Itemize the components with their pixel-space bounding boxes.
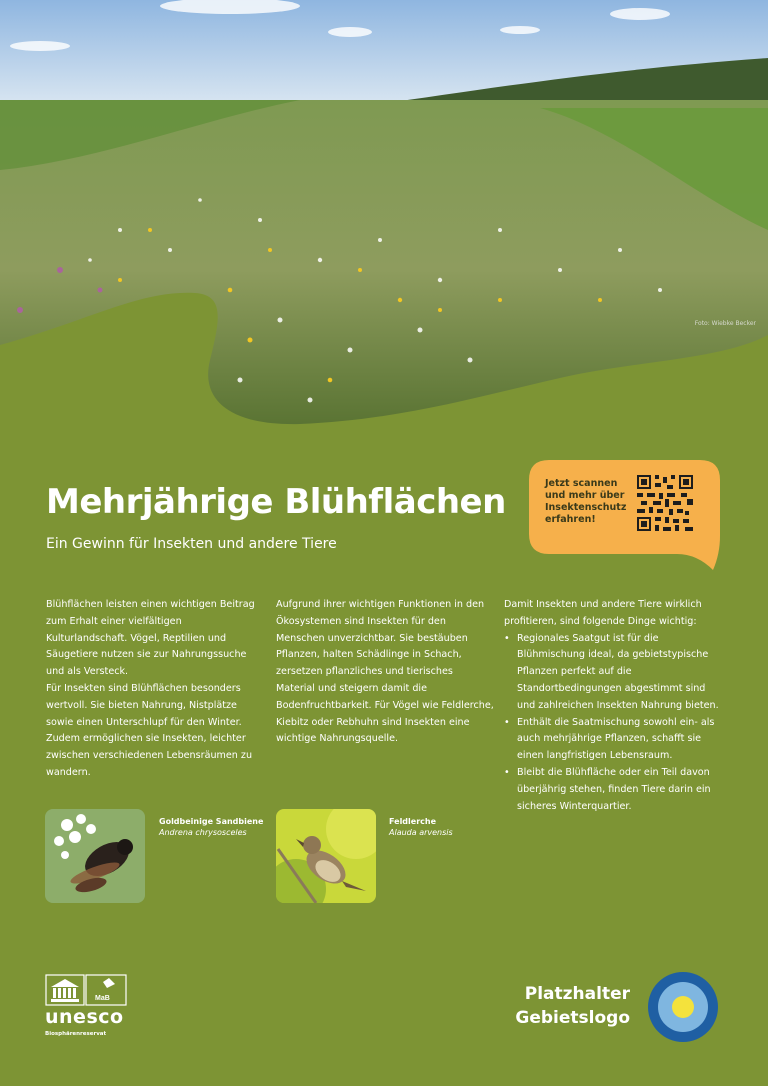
hero-photo [0,0,768,440]
paragraph: Damit Insekten und andere Tiere wirklich profitieren, sind folgende Dinge wichtig: [504,599,702,627]
paragraph: Aufgrund ihrer wichtigen Funktionen in den Ökosystemen sind Insekten für den Menschen unverzichtbar. Sie bestäuben Pflanzen, halten Schädlinge in Schach, zersetzen pflanzliches und tierisches Material und steigern damit die Bodenfruchtbarkeit. Für Vögel wie Feldlerche, Kiebitz oder Rebhuhn sind Insekten eine wichtige Nahrungsquelle. [276,599,494,745]
lark-caption [389,816,453,838]
qr-line: erfahren! [545,514,596,525]
placeholder-line: Platzhalter [524,984,630,1004]
bee-caption [159,816,263,838]
page-subtitle: Ein Gewinn für Insekten und andere Tiere [46,536,337,552]
bee-photo [45,809,145,903]
unesco-subtitle: Biosphärenreservat [45,1031,107,1037]
list-item: • Enthält die Saatmischung sowohl ein- als auch mehrjährige Pflanzen, schafft sie einen langfristigen Lebensraum. [504,715,722,765]
text-column-3 [504,597,722,815]
list-item: • Bleibt die Blühfläche oder ein Teil davon überjährig stehen, finden Tiere darin ein sicheres Winterquartier. [504,765,722,815]
mab-label: MaB [95,995,110,1002]
photo-credit: Foto: Wiebke Becker [694,320,756,327]
paragraph: Für Insekten sind Blühflächen besonders wertvoll. Sie bieten Nahrung, Nistplätze sowie einen Unterschlupf für den Winter. Zudem ermöglichen sie Insekten, leichter zwischen verschiedenen Lebensräumen zu wandern. [46,682,253,778]
species-latin-name: Andrena chrysosceles [159,828,247,837]
species-name: Feldlerche [389,817,437,826]
qr-line: Jetzt scannen [545,478,618,489]
list-item: • Regionales Saatgut ist für die Blühmischung ideal, da gebietstypische Pflanzen perfekt auf die Standortbedingungen abgestimmt sind und zahlreichen Insekten Nahrung bieten. [504,631,722,715]
paragraph: Blühflächen leisten einen wichtigen Beitrag zum Erhalt einer vielfältigen Kulturlandschaft. Vögel, Reptilien und Säugetiere nutzen sie zur Nahrungssuche und als Versteck. [46,599,255,678]
species-name: Goldbeinige Sandbiene [159,817,264,826]
placeholder-line: Gebietslogo [515,1008,630,1028]
qr-code-icon[interactable] [637,475,693,531]
area-logo-icon [647,971,719,1043]
lark-photo [276,809,376,903]
bullet-list [504,631,722,816]
qr-call-to-action [545,478,633,526]
qr-line: Insektenschutz [545,502,627,513]
page-title: Mehrjährige Blühflächen [46,482,506,522]
qr-line: und mehr über [545,490,625,501]
text-column-1 [46,597,264,782]
unesco-wordmark: unesco [45,1006,124,1028]
area-logo-placeholder-text [490,982,630,1030]
species-latin-name: Alauda arvensis [389,828,453,837]
text-column-2 [276,597,494,748]
